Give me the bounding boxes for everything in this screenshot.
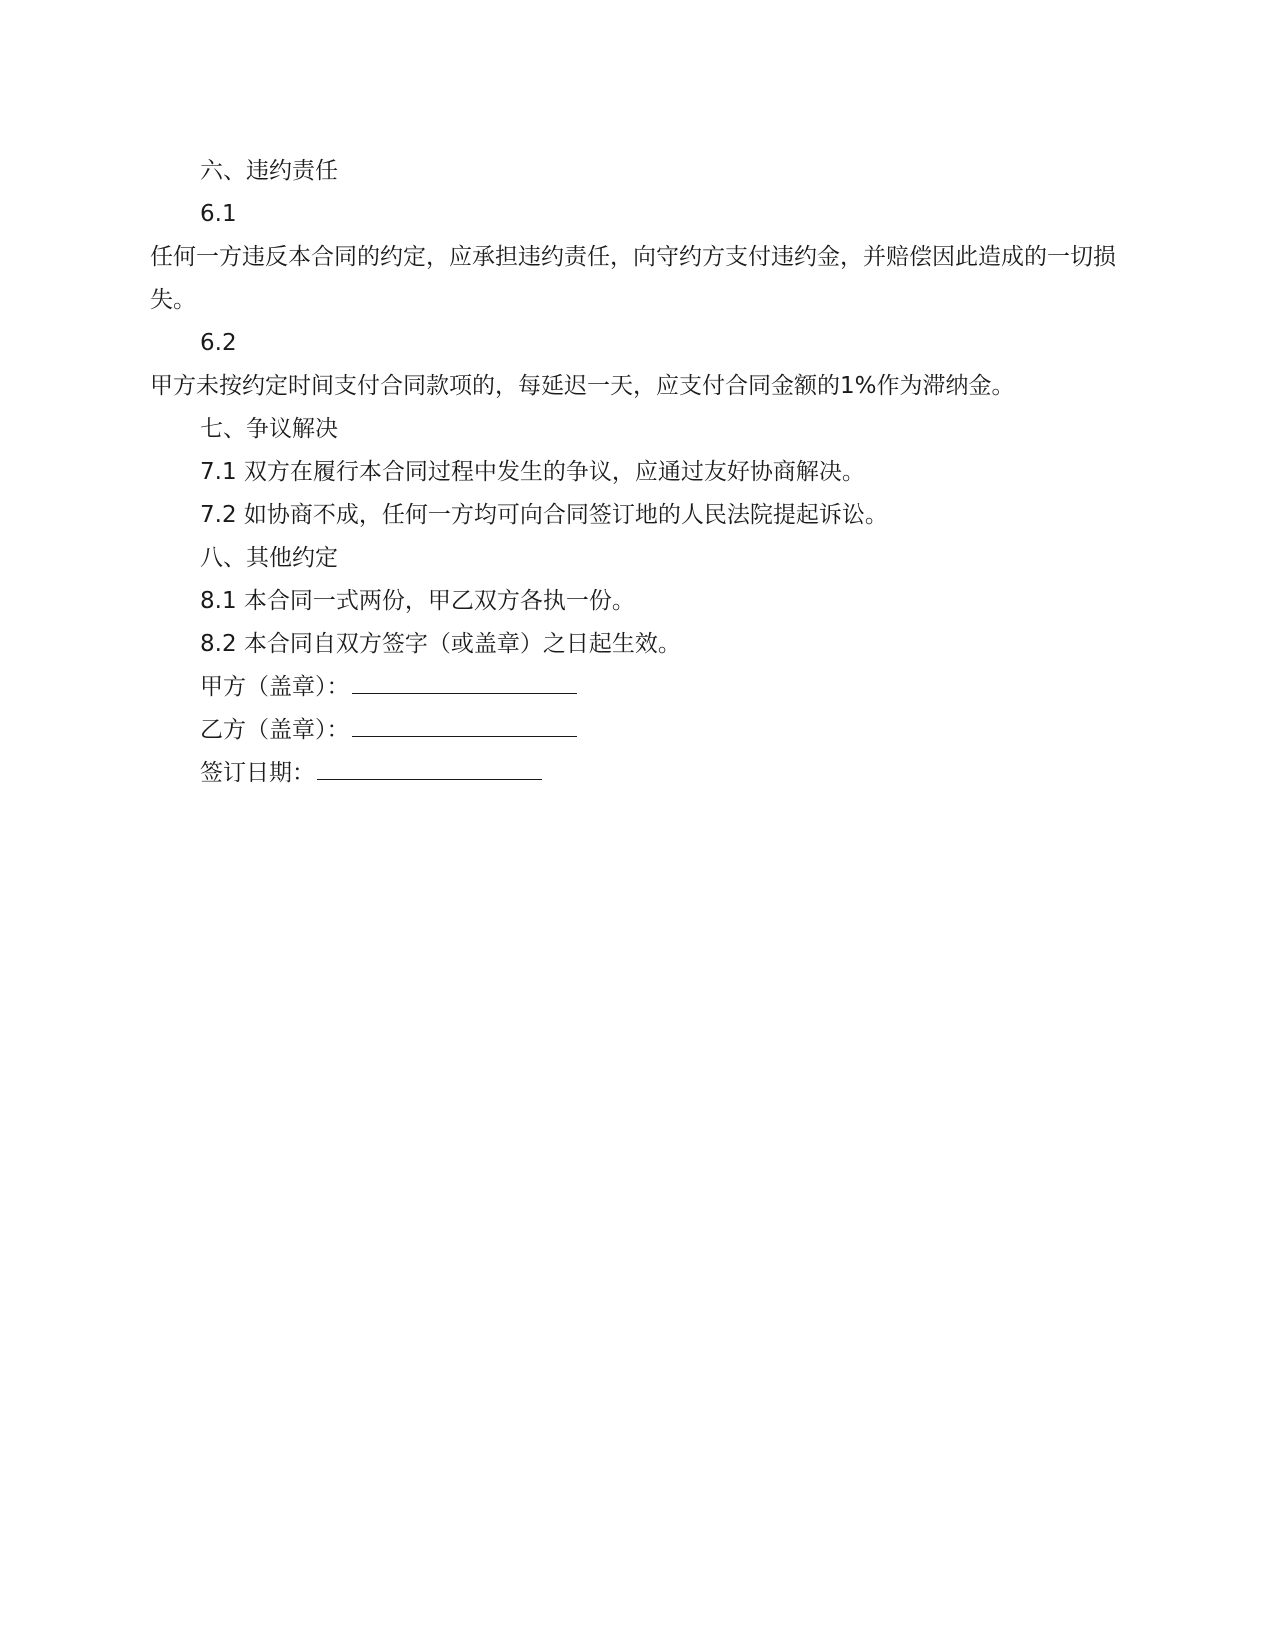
clause-7-1: 7.1 双方在履行本合同过程中发生的争议，应通过友好协商解决。	[200, 459, 865, 485]
party-b-signature-blank[interactable]	[352, 712, 577, 737]
party-b-signature-row	[150, 709, 1130, 752]
party-b-label: 乙方（盖章）：	[200, 717, 350, 743]
section-7-heading: 七、争议解决	[200, 416, 338, 442]
signing-date-label: 签订日期：	[200, 760, 315, 786]
signing-date-row	[150, 752, 1130, 795]
signing-date-blank[interactable]	[317, 755, 542, 780]
section-6-heading: 六、违约责任	[200, 158, 338, 184]
clause-6-2-number: 6.2	[200, 330, 237, 356]
document-body	[150, 150, 1130, 795]
clause-6-2-text: 甲方未按约定时间支付合同款项的，每延迟一天，应支付合同金额的1%作为滞纳金。	[150, 373, 1015, 399]
clause-7-2: 7.2 如协商不成，任何一方均可向合同签订地的人民法院提起诉讼。	[200, 502, 888, 528]
clause-8-1: 8.1 本合同一式两份，甲乙双方各执一份。	[200, 588, 635, 614]
clause-6-1-number: 6.1	[200, 201, 237, 227]
party-a-signature-blank[interactable]	[352, 669, 577, 694]
clause-8-2: 8.2 本合同自双方签字（或盖章）之日起生效。	[200, 631, 681, 657]
party-a-label: 甲方（盖章）：	[200, 674, 350, 700]
party-a-signature-row	[150, 666, 1130, 709]
clause-6-1-text: 任何一方违反本合同的约定，应承担违约责任，向守约方支付违约金，并赔偿因此造成的一切损失。	[150, 244, 1116, 313]
section-8-heading: 八、其他约定	[200, 545, 338, 571]
